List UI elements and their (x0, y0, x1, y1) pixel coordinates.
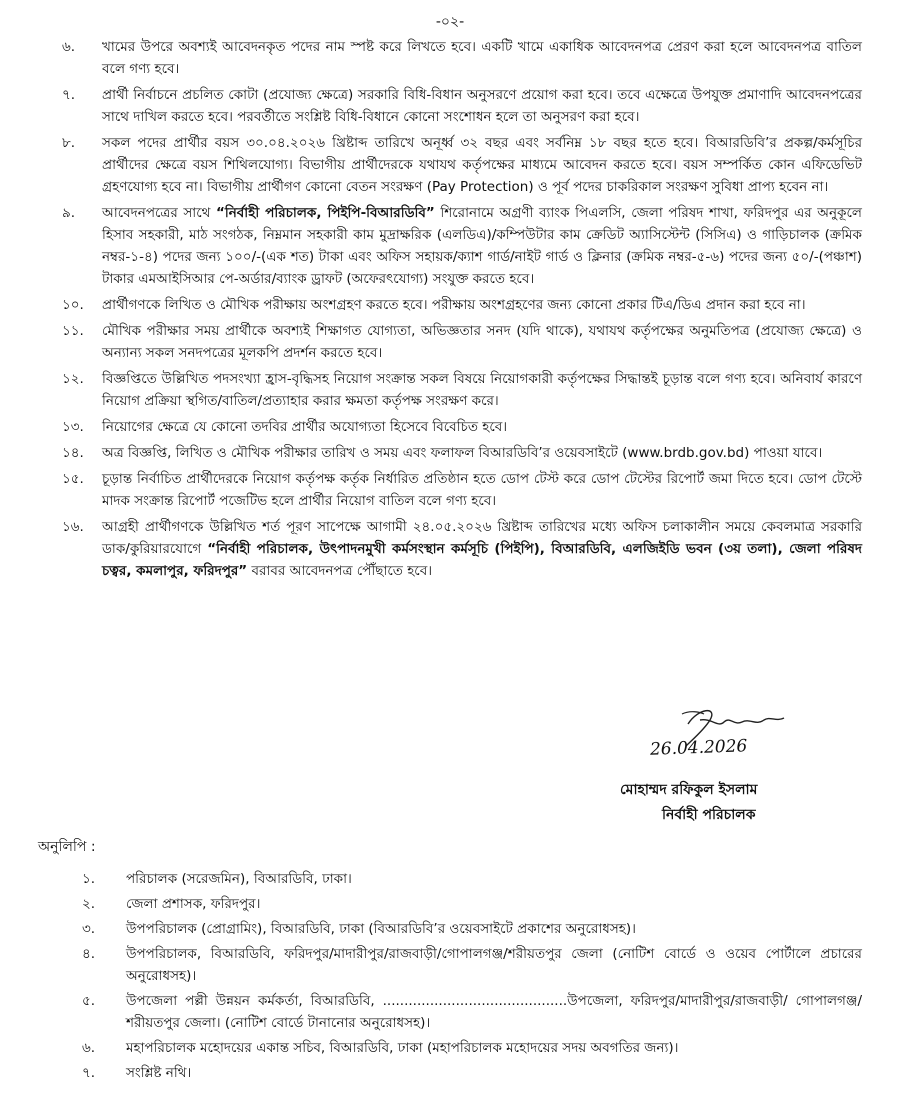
item-number: ৯. (62, 205, 76, 221)
item-number: ১০. (62, 297, 84, 313)
cc-number: ৩. (82, 921, 96, 937)
cc-text: পরিচালক (সরেজমিন), বিআরডিবি, ঢাকা। (126, 871, 352, 887)
list-item (62, 132, 862, 198)
list-item (82, 943, 862, 987)
page-number: -০২- (435, 14, 465, 30)
cc-text: উপজেলা পল্লী উন্নয়ন কর্মকর্তা, বিআরডিবি, ...........................................উপজেলা, ফরিদপুর/মাদারীপুর/রাজবাড়ী/ গোপালগঞ্জ/ শরীয়তপুর জেলা। (নোটিশ বোর্ডে টানানোর অনুরোধসহ)। (126, 993, 862, 1031)
cc-number: ২. (82, 896, 96, 912)
item-number: ৭. (62, 87, 76, 103)
item-number: ৮. (62, 135, 76, 151)
signature-block (600, 700, 830, 850)
item-text: প্রার্থী নির্বাচনে প্রচলিত কোটা (প্রযোজ্য ক্ষেত্রে) সরকারি বিধি-বিধান অনুসরণে প্রয়োগ করা হবে। তবে এক্ষেত্রে উপযুক্ত প্রমাণাদি আবেদনপত্রের সাথে দাখিল করতে হবে। পরবর্তীতে সংশ্লিষ্ট বিধি-বিধানে কোনো সংশোধন হলে তা অনুসরণ করা হবে। (102, 87, 862, 125)
list-item (62, 294, 862, 316)
item-text: চূড়ান্ত নির্বাচিত প্রার্থীদেরকে নিয়োগ কর্তৃপক্ষ কর্তৃক নির্ধারিত প্রতিষ্ঠান হতে ডোপ টেস্ট করে ডোপ টেস্টের রিপোর্ট জমা দিতে হবে। ডোপ টেস্টে মাদক সংক্রান্ত রিপোর্ট পজেটিভ হলে প্রার্থীর নিয়োগ বাতিল বলে গণ্য হবে। (102, 471, 862, 509)
item-text (102, 516, 862, 582)
cc-number: ৪. (82, 946, 96, 962)
list-item (82, 990, 862, 1034)
list-item (82, 918, 862, 940)
list-item (62, 320, 862, 364)
item-text-post: শিরোনামে অগ্রণী ব্যাংক পিএলসি, জেলা পরিষদ শাখা, ফরিদপুর এর অনুকূলে হিসাব সহকারী, মাঠ সংগঠক, নিম্নমান সহকারী কাম মুদ্রাক্ষরিক (এলডিএ)/কম্পিউটার কাম ক্রেডিট অ্যাসিস্টেন্ট (সিসিএ) ও গাড়িচালক (ক্রমিক নম্বর-১-৪) পদের জন্য ১০০/-(এক শত) টাকা এবং অফিস সহায়ক/ক্যাশ গার্ড/নাইট গার্ড ও ক্লিনার (ক্রমিক নম্বর-৫-৬) পদের জন্য ৫০/-(পঞ্চাশ) টাকার এমআইসিআর পে-অর্ডার/ব্যাংক ড্রাফট (অফেরৎযোগ্য) সংযুক্ত করতে হবে। (102, 205, 862, 287)
item-text-pre: আবেদনপত্রের সাথে (102, 205, 216, 221)
cc-heading: অনুলিপি : (38, 839, 96, 855)
list-item (82, 1062, 862, 1084)
signatory-title: নির্বাহী পরিচালক (662, 807, 756, 823)
cc-text: মহাপরিচালক মহোদয়ের একান্ত সচিব, বিআরডিবি, ঢাকা (মহাপরিচালক মহোদয়ের সদয় অবগতির জন্য)। (126, 1040, 679, 1056)
cc-list (82, 868, 862, 1087)
item-number: ১৬. (62, 519, 84, 535)
item-text: বিজ্ঞপ্তিতে উল্লিখিত পদসংখ্যা হ্রাস-বৃদ্ধিসহ নিয়োগ সংক্রান্ত সকল বিষয়ে নিয়োগকারী কর্তৃপক্ষের সিদ্ধান্তই চূড়ান্ত বলে গণ্য হবে। অনিবার্য কারণে নিয়োগ প্রক্রিয়া স্থগিত/বাতিল/প্রত্যাহার করার ক্ষমতা কর্তৃপক্ষ সংরক্ষণ করে। (102, 371, 862, 409)
item-text-bold: “নির্বাহী পরিচালক, উৎপাদনমুখী কর্মসংস্থান কর্মসূচি (পিইপি), বিআরডিবি, এলজিইডি ভবন (৩য় তলা), জেলা পরিষদ চত্বর, কমলাপুর, ফরিদপুর” (102, 541, 862, 579)
signature-date: 26.04.2026 (649, 736, 748, 760)
cc-number: ১. (82, 871, 96, 887)
list-item (62, 368, 862, 412)
cc-text: উপপরিচালক (প্রোগ্রামিং), বিআরডিবি, ঢাকা (বিআরডিবি’র ওয়েবসাইটে প্রকাশের অনুরোধসহ)। (126, 921, 636, 937)
list-item (62, 468, 862, 512)
item-text: নিয়োগের ক্ষেত্রে যে কোনো তদবির প্রার্থীর অযোগ্যতা হিসেবে বিবেচিত হবে। (102, 419, 508, 435)
item-text-pre: আগ্রহী প্রার্থীগণকে উল্লিখিত শর্ত পূরণ সাপেক্ষে আগামী ২৪.০৫.২০২৬ খ্রিষ্টাব্দ তারিখের মধ্যে অফিস চলাকালীন সময়ে কেবলমাত্র সরকারি ডাক/কুরিয়ারযোগে (102, 519, 862, 557)
item-text: মৌখিক পরীক্ষার সময় প্রার্থীকে অবশ্যই শিক্ষাগত যোগ্যতা, অভিজ্ঞতার সনদ (যদি থাকে), যথাযথ কর্তৃপক্ষের অনুমতিপত্র (প্রযোজ্য ক্ষেত্রে) ও অন্যান্য সকল সনদপত্রের মূলকপি প্রদর্শন করতে হবে। (102, 323, 862, 361)
item-number: ১১. (62, 323, 84, 339)
item-number: ১৫. (62, 471, 84, 487)
list-item (82, 1037, 862, 1059)
list-item (82, 893, 862, 915)
list-item (62, 36, 862, 80)
item-number: ১৪. (62, 445, 84, 461)
signatory-name: মোহাম্মদ রফিকুল ইসলাম (620, 782, 758, 798)
item-text (102, 202, 862, 290)
item-text-post: বরাবর আবেদনপত্র পৌঁছাতে হবে। (247, 563, 433, 579)
cc-text: জেলা প্রশাসক, ফরিদপুর। (126, 896, 261, 912)
item-text: প্রার্থীগণকে লিখিত ও মৌখিক পরীক্ষায় অংশগ্রহণ করতে হবে। পরীক্ষায় অংশগ্রহণের জন্য কোনো প্রকার টিএ/ডিএ প্রদান করা হবে না। (102, 297, 806, 313)
list-item (62, 84, 862, 128)
cc-number: ৬. (82, 1040, 96, 1056)
item-number: ১২. (62, 371, 84, 387)
item-text: সকল পদের প্রার্থীর বয়স ৩০.০৪.২০২৬ খ্রিষ্টাব্দ তারিখে অনূর্ধ্ব ৩২ বছর এবং সর্বনিম্ন ১৮ বছর হতে হবে। বিআরডিবি’র প্রকল্প/কর্মসূচির প্রার্থীদের ক্ষেত্রে বয়স শিথিলযোগ্য। বিভাগীয় প্রার্থীদেরকে যথাযথ কর্তৃপক্ষের মাধ্যমে আবেদন করতে হবে। বয়স সম্পর্কিত কোন এফিডেভিট গ্রহণযোগ্য হবে না। বিভাগীয় প্রার্থীগণ কোনো বেতন সংরক্ষণ (Pay Protection) ও পূর্ব পদের চাকরিকাল সংরক্ষণ সুবিধা প্রাপ্য হবেন না। (102, 135, 862, 195)
cc-number: ৭. (82, 1065, 96, 1081)
conditions-list (62, 36, 862, 586)
item-text-bold: “নির্বাহী পরিচালক, পিইপি-বিআরডিবি” (216, 205, 435, 221)
list-item (62, 202, 862, 290)
item-text: অত্র বিজ্ঞপ্তি, লিখিত ও মৌখিক পরীক্ষার তারিখ ও সময় এবং ফলাফল বিআরডিবি’র ওয়েবসাইটে (www.brdb.gov.bd) পাওয়া যাবে। (102, 445, 823, 461)
item-number: ৬. (62, 39, 76, 55)
item-text: খামের উপরে অবশ্যই আবেদনকৃত পদের নাম স্পষ্ট করে লিখতে হবে। একটি খামে একাধিক আবেদনপত্র প্রেরণ করা হলে আবেদনপত্র বাতিল বলে গণ্য হবে। (102, 39, 862, 77)
item-number: ১৩. (62, 419, 84, 435)
cc-text: সংশ্লিষ্ট নথি। (126, 1065, 192, 1081)
list-item (62, 416, 862, 438)
cc-number: ৫. (82, 993, 96, 1009)
list-item (62, 516, 862, 582)
list-item (82, 868, 862, 890)
list-item (62, 442, 862, 464)
cc-text: উপপরিচালক, বিআরডিবি, ফরিদপুর/মাদারীপুর/রাজবাড়ী/গোপালগঞ্জ/শরীয়তপুর জেলা (নোটিশ বোর্ডে ও ওয়েব পোর্টালে প্রচারের অনুরোধসহ)। (126, 946, 862, 984)
